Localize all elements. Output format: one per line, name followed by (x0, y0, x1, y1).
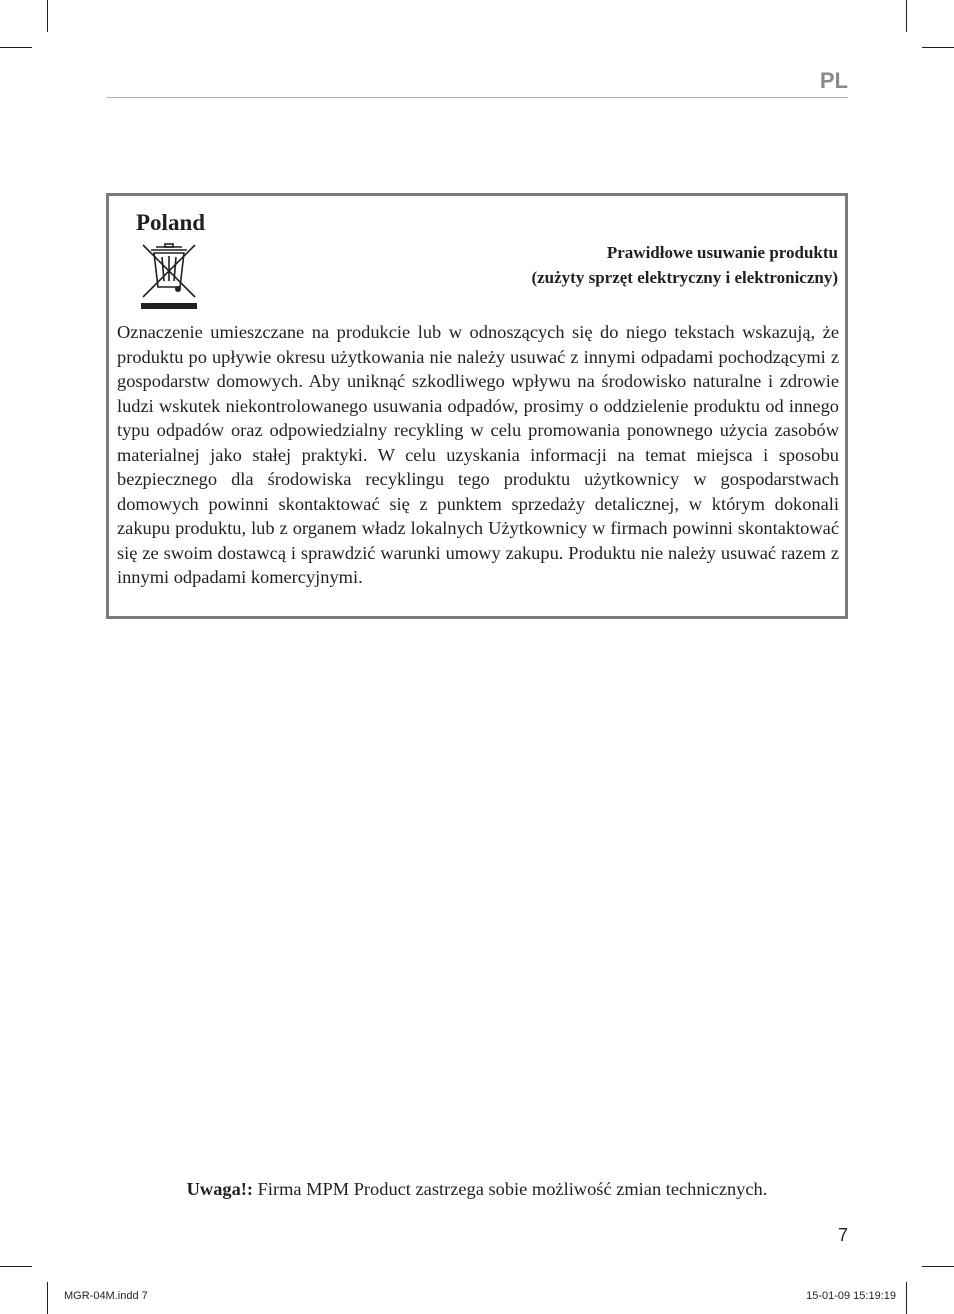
notice-heading (531, 240, 838, 290)
notice-body-text: Oznaczenie umieszczane na produkcie lub w odnoszących się do niego tekstach wskazują, że produktu po upływie okresu użytkowania nie należy usuwać z innymi odpadami pochodzącymi z gospodarstw domowych. Aby uniknąć szkodliwego wpływu na środowisko naturalne i zdrowie ludzi wskutek niekontrolowanego usuwania odpadów, prosimy o oddzielenie produktu od innego typu odpadów oraz odpowiedzialny recykling w celu promowania ponownego użycia zasobów materialnej jako stałej praktyki. W celu uzyskania informacji na temat miejsca i sposobu bezpiecznego dla środowiska recyklingu tego produktu użytkownicy w gospodarstwach domowych powinni skontaktować się z punktem sprzedaży detalicznej, w którym dokonali zakupu produktu, lub z organem władz lokalnych Użytkownicy w firmach powinni skontaktować się ze swoim dostawcą i sprawdzić warunki umowy zakupu. Produktu nie należy usuwać razem z innymi odpadami komercyjnymi. (117, 322, 839, 587)
heading-line: (zużyty sprzęt elektryczny i elektroniczny) (531, 268, 838, 287)
slug-datetime: 15-01-09 15:19:19 (806, 1290, 896, 1302)
crop-mark (47, 0, 48, 32)
crop-mark (0, 47, 32, 48)
crop-mark (0, 1266, 32, 1267)
technical-changes-notice (106, 1176, 848, 1202)
crossed-out-wheelie-bin-icon (139, 241, 199, 311)
crop-mark (906, 1282, 907, 1314)
notice-label: Uwaga!: (186, 1179, 254, 1199)
header-divider (106, 97, 848, 98)
notice-text: Firma MPM Product zastrzega sobie możliwość zmian technicznych. (253, 1179, 768, 1199)
crop-mark (922, 1266, 954, 1267)
crop-mark (47, 1282, 48, 1314)
page-number: 7 (837, 1225, 848, 1245)
disposal-notice-box (106, 193, 848, 619)
slug-filename: MGR-04M.indd 7 (64, 1290, 148, 1302)
country-title: Poland (136, 210, 206, 235)
heading-line: Prawidłowe usuwanie produktu (606, 243, 838, 262)
crop-mark (906, 0, 907, 32)
crop-mark (922, 47, 954, 48)
language-code: PL (819, 68, 848, 93)
